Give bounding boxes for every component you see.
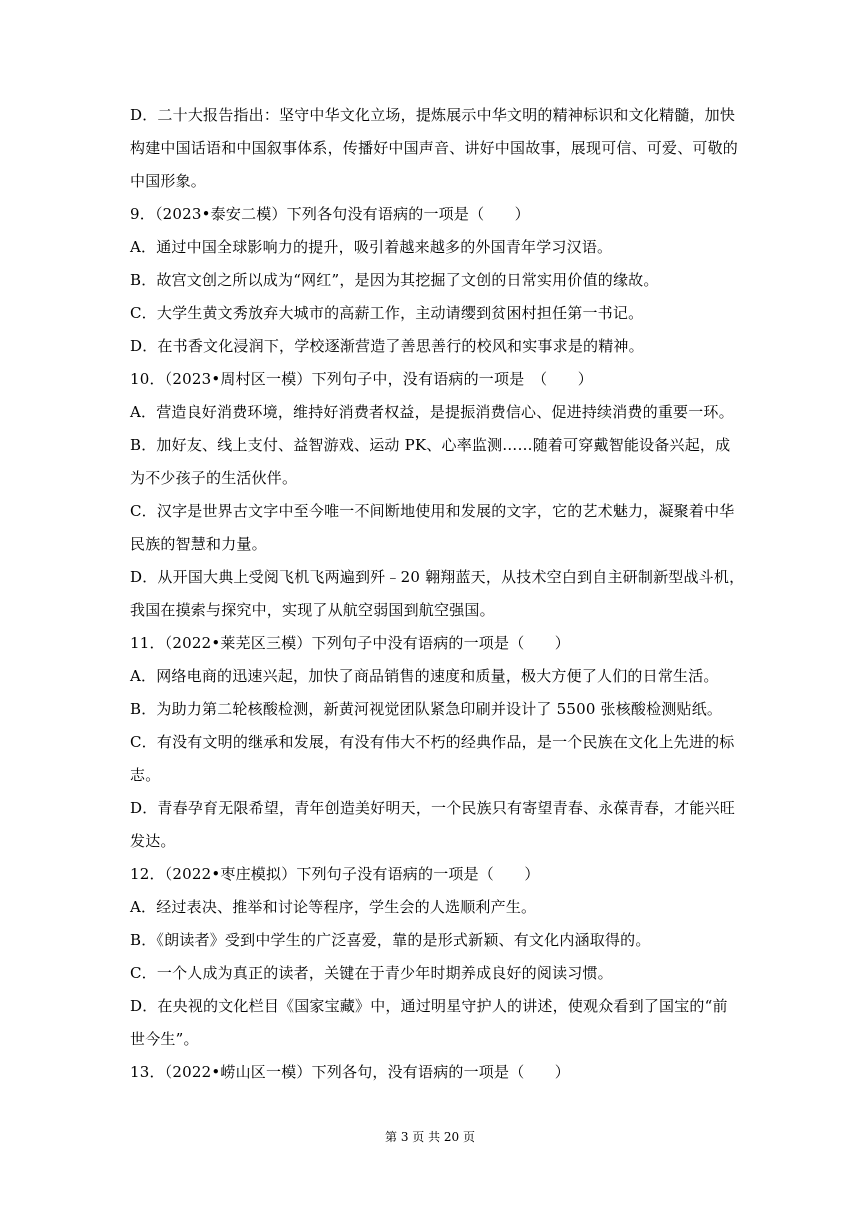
option-line: 志。 bbox=[130, 766, 161, 784]
option-line: D．青春孕育无限希望，青年创造美好明天，一个民族只有寄望青春、永葆青春，才能兴旺 bbox=[130, 799, 736, 817]
option-line: C．一个人成为真正的读者，关键在于青少年时期养成良好的阅读习惯。 bbox=[130, 964, 613, 982]
option-line: B．加好友、线上支付、益智游戏、运动 PK、心率监测……随着可穿戴智能设备兴起，成 bbox=[130, 436, 731, 454]
question-stem: 10．（2023•周村区一模）下列句子中，没有语病的一项是 （ ） bbox=[130, 370, 593, 388]
option-line: A．经过表决、推举和讨论等程序，学生会的人选顺利产生。 bbox=[130, 898, 537, 916]
question-stem: 11．（2022•莱芜区三模）下列句子中没有语病的一项是（ ） bbox=[130, 634, 571, 652]
option-line: 世今生”。 bbox=[130, 1030, 199, 1048]
option-line: C．有没有文明的继承和发展，有没有伟大不朽的经典作品，是一个民族在文化上先进的标 bbox=[130, 733, 735, 751]
option-line: C．大学生黄文秀放弃大城市的高薪工作，主动请缨到贫困村担任第一书记。 bbox=[130, 304, 644, 322]
question-stem: 13．（2022•崂山区一模）下列各句，没有语病的一项是（ ） bbox=[130, 1063, 571, 1081]
option-line: 为不少孩子的生活伙伴。 bbox=[130, 469, 298, 487]
option-line: 我国在摸索与探究中，实现了从航空弱国到航空强国。 bbox=[130, 601, 495, 619]
option-line: D．在央视的文化栏目《国家宝藏》中，通过明星守护人的讲述，使观众看到了国宝的“前 bbox=[130, 997, 728, 1015]
question-stem: 12．（2022•枣庄模拟）下列句子没有语病的一项是（ ） bbox=[130, 865, 540, 883]
text-line: 构建中国话语和中国叙事体系，传播好中国声音、讲好中国故事，展现可信、可爱、可敬的 bbox=[130, 139, 739, 157]
document-body bbox=[130, 106, 745, 1081]
option-line: B．为助力第二轮核酸检测，新黄河视觉团队紧急印刷并设计了 5500 张核酸检测贴纸。 bbox=[130, 700, 723, 718]
option-line: B．《朗读者》受到中学生的广泛喜爱，靠的是形式新颖、有文化内涵取得的。 bbox=[130, 931, 651, 949]
text-line: D．二十大报告指出：坚守中华文化立场，提炼展示中华文明的精神标识和文化精髓，加快 bbox=[130, 106, 736, 124]
option-line: D．在书香文化浸润下，学校逐渐营造了善思善行的校风和实事求是的精神。 bbox=[130, 337, 644, 355]
option-line: 发达。 bbox=[130, 832, 176, 850]
page-footer: 第 3 页 共 20 页 bbox=[385, 1130, 475, 1144]
text-line: 中国形象。 bbox=[130, 172, 207, 190]
option-line: A．营造良好消费环境，维持好消费者权益，是提振消费信心、促进持续消费的重要一环。 bbox=[130, 403, 734, 421]
option-line: A．通过中国全球影响力的提升，吸引着越来越多的外国青年学习汉语。 bbox=[130, 238, 613, 256]
option-line: 民族的智慧和力量。 bbox=[130, 535, 267, 553]
option-line: C．汉字是世界古文字中至今唯一不间断地使用和发展的文字，它的艺术魅力，凝聚着中华 bbox=[130, 502, 735, 520]
option-line: A．网络电商的迅速兴起，加快了商品销售的速度和质量，极大方便了人们的日常生活。 bbox=[130, 667, 719, 685]
option-line: D．从开国大典上受阅飞机飞两遍到歼﹣20 翱翔蓝天，从技术空白到自主研制新型战斗机， bbox=[130, 568, 745, 586]
question-stem: 9．（2023•泰安二模）下列各句没有语病的一项是（ ） bbox=[130, 205, 530, 223]
option-line: B．故宫文创之所以成为“网红”，是因为其挖掘了文创的日常实用价值的缘故。 bbox=[130, 271, 659, 289]
